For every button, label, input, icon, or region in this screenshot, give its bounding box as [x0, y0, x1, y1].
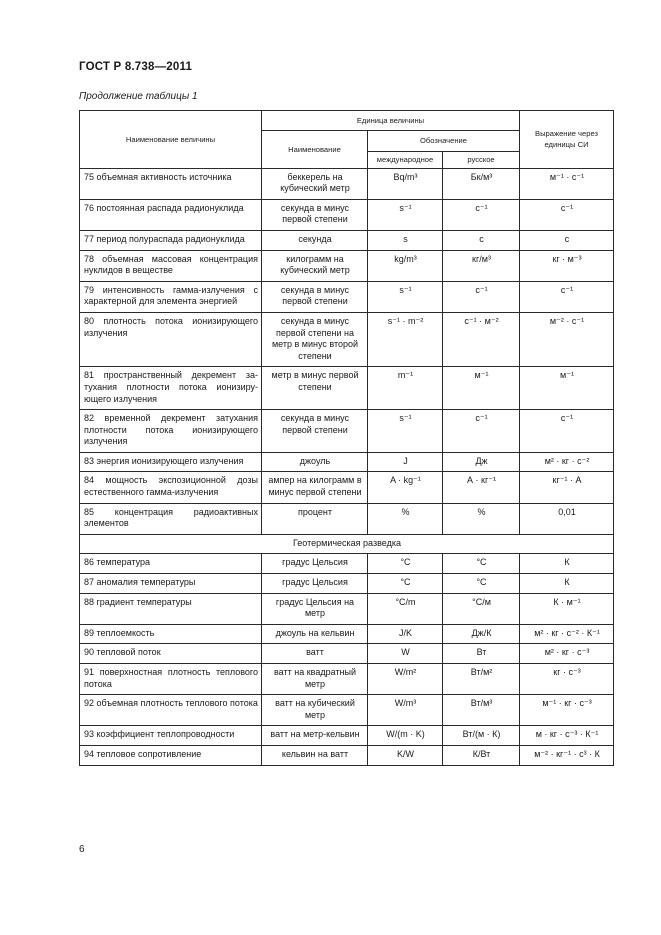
table-row: [80, 745, 614, 765]
quantity-cell: 91 поверхностная плотность теплового потока: [80, 664, 262, 695]
header-unit-name: Наименование: [262, 131, 368, 169]
russian-symbol-cell: с: [443, 230, 520, 250]
russian-symbol-cell: °С: [443, 574, 520, 594]
international-symbol-cell: Bq/m³: [368, 168, 443, 199]
unit-name-cell: беккерель на кубический метр: [262, 168, 368, 199]
unit-name-cell: джоуль на кельвин: [262, 624, 368, 644]
quantity-cell: 87 аномалия температуры: [80, 574, 262, 594]
table-row: [80, 644, 614, 664]
si-expression-cell: с⁻¹: [520, 410, 614, 453]
international-symbol-cell: J/K: [368, 624, 443, 644]
quantity-cell: 89 теплоемкость: [80, 624, 262, 644]
international-symbol-cell: J: [368, 452, 443, 472]
quantity-cell: 79 интенсивность гамма-излучения с характерной для элемента энергией: [80, 281, 262, 312]
russian-symbol-cell: Дж: [443, 452, 520, 472]
si-expression-cell: кг⁻¹ · А: [520, 472, 614, 503]
quantity-cell: 82 временной декремент затухания плотности потока ионизирующего излучения: [80, 410, 262, 453]
russian-symbol-cell: Вт/м³: [443, 695, 520, 726]
table-row: [80, 726, 614, 746]
unit-name-cell: метр в минус первой степени: [262, 367, 368, 410]
international-symbol-cell: W/m³: [368, 695, 443, 726]
table-continuation-caption: Продолжение таблицы 1: [79, 91, 198, 102]
russian-symbol-cell: Дж/К: [443, 624, 520, 644]
international-symbol-cell: s⁻¹: [368, 199, 443, 230]
russian-symbol-cell: Вт/(м · К): [443, 726, 520, 746]
table-row: [80, 472, 614, 503]
si-expression-cell: м⁻¹ · с⁻¹: [520, 168, 614, 199]
table-row: [80, 624, 614, 644]
quantity-cell: 80 плотность потока ионизирующего излучения: [80, 312, 262, 366]
header-international: международное: [368, 152, 443, 169]
international-symbol-cell: m⁻¹: [368, 367, 443, 410]
quantity-cell: 81 пространственный декремент затухания плотности потока ионизирующего излучения: [80, 367, 262, 410]
international-symbol-cell: W/m²: [368, 664, 443, 695]
unit-name-cell: ватт: [262, 644, 368, 664]
russian-symbol-cell: с⁻¹: [443, 281, 520, 312]
units-table: [79, 110, 614, 766]
international-symbol-cell: °С: [368, 554, 443, 574]
header-quantity: Наименование величины: [80, 111, 262, 169]
table-row: [80, 554, 614, 574]
si-expression-cell: м⁻¹ · кг · с⁻³: [520, 695, 614, 726]
international-symbol-cell: %: [368, 503, 443, 534]
table-row: [80, 695, 614, 726]
unit-name-cell: секунда в минус первой степени: [262, 281, 368, 312]
table-row: [80, 664, 614, 695]
quantity-cell: 88 градиент температуры: [80, 593, 262, 624]
quantity-cell: 90 тепловой поток: [80, 644, 262, 664]
russian-symbol-cell: Вт: [443, 644, 520, 664]
si-expression-cell: м · кг · с⁻³ · К⁻¹: [520, 726, 614, 746]
russian-symbol-cell: %: [443, 503, 520, 534]
table-row: [80, 593, 614, 624]
table-row: [80, 452, 614, 472]
international-symbol-cell: W/(m · K): [368, 726, 443, 746]
unit-name-cell: ватт на метр-кельвин: [262, 726, 368, 746]
international-symbol-cell: °С/m: [368, 593, 443, 624]
quantity-cell: 92 объемная плотность теплового потока: [80, 695, 262, 726]
table-row: [80, 281, 614, 312]
russian-symbol-cell: Бк/м³: [443, 168, 520, 199]
si-expression-cell: м² · кг · с⁻²: [520, 452, 614, 472]
si-expression-cell: с⁻¹: [520, 281, 614, 312]
unit-name-cell: секунда: [262, 230, 368, 250]
unit-name-cell: ампер на килограмм в минус первой степени: [262, 472, 368, 503]
quantity-cell: 86 температура: [80, 554, 262, 574]
international-symbol-cell: K/W: [368, 745, 443, 765]
table-row: [80, 199, 614, 230]
russian-symbol-cell: Вт/м²: [443, 664, 520, 695]
international-symbol-cell: kg/m³: [368, 250, 443, 281]
quantity-cell: 93 коэффициент теплопроводности: [80, 726, 262, 746]
si-expression-cell: м⁻² · с⁻¹: [520, 312, 614, 366]
si-expression-cell: м⁻² · кг⁻¹ · с³ · К: [520, 745, 614, 765]
si-expression-cell: кг · м⁻³: [520, 250, 614, 281]
si-expression-cell: К · м⁻¹: [520, 593, 614, 624]
si-expression-cell: м⁻¹: [520, 367, 614, 410]
international-symbol-cell: A · kg⁻¹: [368, 472, 443, 503]
unit-name-cell: секунда в минус первой степени: [262, 199, 368, 230]
si-expression-cell: с: [520, 230, 614, 250]
si-expression-cell: К: [520, 574, 614, 594]
international-symbol-cell: s⁻¹: [368, 410, 443, 453]
quantity-cell: 84 мощность экспозиционной дозы естественного гамма-излучения: [80, 472, 262, 503]
si-expression-cell: с⁻¹: [520, 199, 614, 230]
unit-name-cell: ватт на квадратный метр: [262, 664, 368, 695]
quantity-cell: 76 постоянная распада радионуклида: [80, 199, 262, 230]
unit-name-cell: градус Цельсия: [262, 554, 368, 574]
quantity-cell: 83 энергия ионизирующего излучения: [80, 452, 262, 472]
quantity-cell: 94 тепловое сопротивление: [80, 745, 262, 765]
unit-name-cell: секунда в минус первой степени: [262, 410, 368, 453]
table-row: [80, 367, 614, 410]
page-number: 6: [79, 844, 85, 855]
header-si-expression: Выражение через единицы СИ: [520, 111, 614, 169]
si-expression-cell: м² · кг · с⁻³: [520, 644, 614, 664]
unit-name-cell: градус Цельсия: [262, 574, 368, 594]
quantity-cell: 78 объемная массовая концентрация нуклидов в веществе: [80, 250, 262, 281]
table-row: [80, 574, 614, 594]
header-russian: русское: [443, 152, 520, 169]
international-symbol-cell: °С: [368, 574, 443, 594]
unit-name-cell: кельвин на ватт: [262, 745, 368, 765]
si-expression-cell: 0,01: [520, 503, 614, 534]
international-symbol-cell: s⁻¹ · m⁻²: [368, 312, 443, 366]
russian-symbol-cell: с⁻¹ · м⁻²: [443, 312, 520, 366]
document-code: ГОСТ Р 8.738—2011: [79, 61, 193, 73]
russian-symbol-cell: А · кг⁻¹: [443, 472, 520, 503]
header-designation: Обозначение: [368, 131, 520, 152]
table-row: [80, 230, 614, 250]
table-row: [80, 168, 614, 199]
header-unit-group: Единица величины: [262, 111, 520, 131]
international-symbol-cell: s⁻¹: [368, 281, 443, 312]
quantity-cell: 75 объемная активность источника: [80, 168, 262, 199]
si-expression-cell: м² · кг · с⁻² · К⁻¹: [520, 624, 614, 644]
unit-name-cell: килограмм на кубический метр: [262, 250, 368, 281]
section-header-row: [80, 534, 614, 554]
si-expression-cell: К: [520, 554, 614, 574]
russian-symbol-cell: °С: [443, 554, 520, 574]
quantity-cell: 77 период полураспада радионуклида: [80, 230, 262, 250]
quantity-cell: 85 концентрация радиоактивных элементов: [80, 503, 262, 534]
russian-symbol-cell: К/Вт: [443, 745, 520, 765]
table-row: [80, 503, 614, 534]
russian-symbol-cell: м⁻¹: [443, 367, 520, 410]
unit-name-cell: секунда в минус первой степени на метр в минус второй степени: [262, 312, 368, 366]
si-expression-cell: кг · с⁻³: [520, 664, 614, 695]
russian-symbol-cell: с⁻¹: [443, 199, 520, 230]
table-row: [80, 312, 614, 366]
unit-name-cell: джоуль: [262, 452, 368, 472]
russian-symbol-cell: кг/м³: [443, 250, 520, 281]
table-row: [80, 250, 614, 281]
section-title: Геотермическая разведка: [80, 534, 614, 554]
unit-name-cell: процент: [262, 503, 368, 534]
table-row: [80, 410, 614, 453]
russian-symbol-cell: с⁻¹: [443, 410, 520, 453]
unit-name-cell: ватт на кубический метр: [262, 695, 368, 726]
unit-name-cell: градус Цельсия на метр: [262, 593, 368, 624]
international-symbol-cell: W: [368, 644, 443, 664]
russian-symbol-cell: °С/м: [443, 593, 520, 624]
international-symbol-cell: s: [368, 230, 443, 250]
